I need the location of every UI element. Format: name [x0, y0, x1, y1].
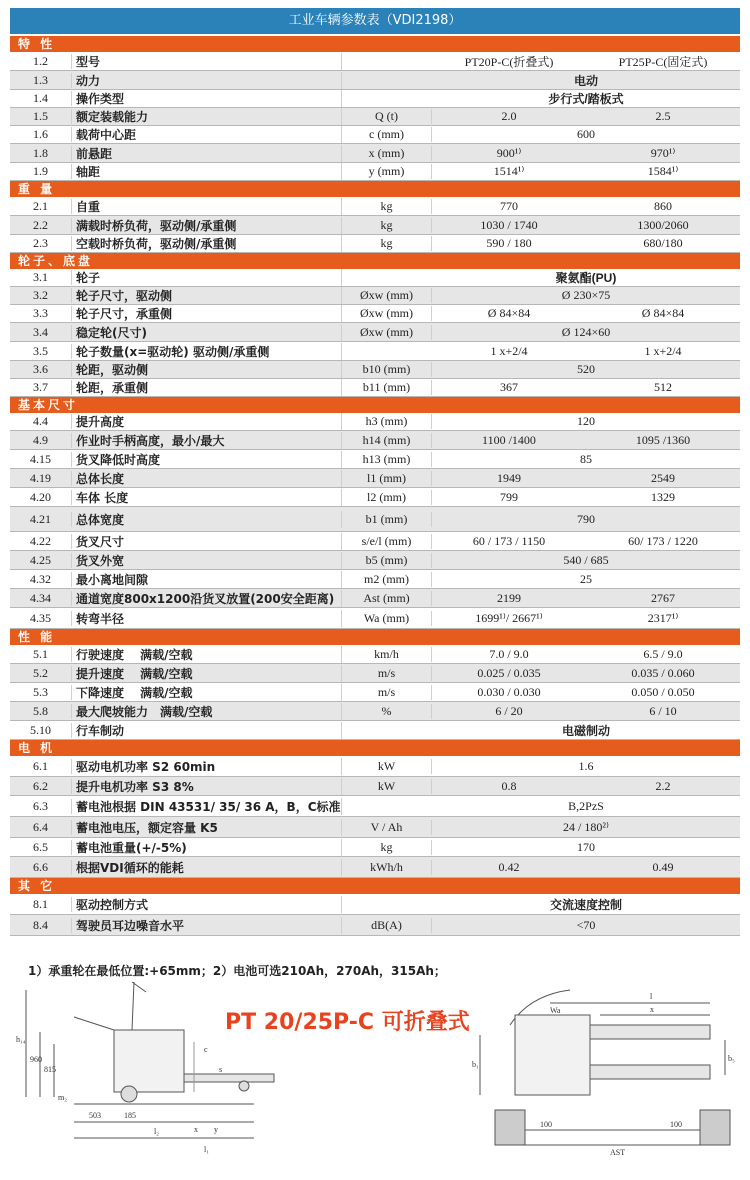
- table-row: [10, 589, 740, 608]
- row-unit: b1 (mm): [342, 512, 432, 527]
- section-header: 其 它: [10, 878, 740, 894]
- row-name: 动力: [72, 72, 342, 89]
- row-value-pt25: 0.050 / 0.050: [631, 684, 695, 699]
- table-row: [10, 469, 740, 488]
- b1-label: b₁: [472, 1060, 479, 1069]
- table-row: [10, 71, 740, 90]
- row-name: 额定装载能力: [72, 108, 342, 125]
- row-name: 轮距，驱动侧: [72, 361, 342, 378]
- row-unit: kW: [342, 759, 432, 774]
- row-value-pt25: 60/ 173 / 1220: [628, 533, 698, 548]
- c-label: c: [204, 1045, 208, 1054]
- table-row: [10, 721, 740, 740]
- row-number: 2.1: [10, 199, 72, 214]
- row-name: 操作类型: [72, 90, 342, 107]
- row-unit: m2 (mm): [342, 572, 432, 587]
- row-value-pt20: 1030 / 1740: [480, 217, 538, 232]
- row-number: 5.2: [10, 666, 72, 681]
- row-number: 4.15: [10, 452, 72, 467]
- table-row: [10, 532, 740, 551]
- row-name: 车体 长度: [72, 489, 342, 506]
- table-row: [10, 777, 740, 796]
- row-value-pt25: 2.2: [655, 778, 671, 793]
- row-value-pt20: Ø 84×84: [487, 306, 531, 320]
- row-name: 提升电机功率 S3 8%: [72, 778, 342, 795]
- section-header: 重 量: [10, 181, 740, 197]
- footnote: 1）承重轮在最低位置:+65mm；2）电池可选210Ah，270Ah，315Ah；: [28, 964, 446, 978]
- row-number: 6.3: [10, 799, 72, 814]
- row-name: 蓄电池重量(+/-5%): [72, 839, 342, 856]
- row-unit: b5 (mm): [342, 553, 432, 568]
- table-title: 工业车辆参数表（VDI2198）: [10, 8, 740, 34]
- row-name: 满载时桥负荷，驱动侧/承重侧: [72, 217, 342, 234]
- section-rows: [10, 894, 740, 936]
- row-name: 轮距，承重侧: [72, 379, 342, 396]
- row-number: 4.9: [10, 433, 72, 448]
- row-value-pt20: PT20P-C(折叠式): [464, 54, 554, 69]
- row-number: 2.3: [10, 236, 72, 251]
- row-number: 6.4: [10, 820, 72, 835]
- row-name: 提升速度 满载/空载: [72, 665, 342, 682]
- row-unit: y (mm): [342, 164, 432, 179]
- row-value: 790: [577, 511, 595, 526]
- spacing-100-left: 100: [540, 1120, 552, 1129]
- row-unit: kWh/h: [342, 860, 432, 875]
- table-row: [10, 144, 740, 163]
- table-row: [10, 664, 740, 683]
- section-rows: [10, 269, 740, 397]
- spec-table: [10, 36, 740, 936]
- table-row: [10, 450, 740, 469]
- row-name: 蓄电池电压，额定容量 K5: [72, 819, 342, 836]
- table-row: [10, 838, 740, 857]
- row-value: 540 / 685: [563, 552, 609, 567]
- row-value: 交流速度控制: [549, 897, 622, 912]
- row-unit: kW: [342, 779, 432, 794]
- row-value-pt20: 7.0 / 9.0: [489, 646, 529, 661]
- row-value-pt25: Ø 84×84: [641, 306, 685, 320]
- row-number: 1.6: [10, 127, 72, 142]
- section-header: 基本尺寸: [10, 397, 740, 413]
- row-number: 1.5: [10, 109, 72, 124]
- row-value-pt25: 0.035 / 0.060: [631, 665, 695, 680]
- row-unit: m/s: [342, 685, 432, 700]
- row-name: 轮子尺寸，驱动侧: [72, 287, 342, 304]
- row-name: 轮子: [72, 269, 342, 286]
- s-label: s: [219, 1065, 223, 1074]
- row-name: 蓄电池根据 DIN 43531/ 35/ 36 A，B，C标准: [72, 798, 342, 815]
- table-row: [10, 342, 740, 361]
- table-row: [10, 216, 740, 235]
- row-unit: kg: [342, 236, 432, 251]
- table-row: [10, 551, 740, 570]
- row-unit: c (mm): [342, 127, 432, 142]
- row-name: 总体长度: [72, 470, 342, 487]
- row-number: 4.32: [10, 572, 72, 587]
- row-unit: h13 (mm): [342, 452, 432, 467]
- row-value-pt20: 0.025 / 0.035: [477, 665, 541, 680]
- row-number: 3.7: [10, 380, 72, 395]
- row-unit: l2 (mm): [342, 490, 432, 505]
- model-brand-title: PT 20/25P-C 可折叠式: [225, 1010, 470, 1035]
- row-number: 3.1: [10, 270, 72, 285]
- row-name: 总体宽度: [72, 511, 342, 528]
- section-header: 电 机: [10, 740, 740, 756]
- table-row: [10, 90, 740, 108]
- table-row: [10, 287, 740, 305]
- row-value-pt25: 1095 /1360: [635, 432, 691, 447]
- table-row: [10, 361, 740, 379]
- table-row: [10, 323, 740, 342]
- row-unit: b11 (mm): [342, 380, 432, 395]
- h14-label: h₁₄: [16, 1035, 26, 1044]
- row-value-pt20: 1 x+2/4: [490, 343, 528, 358]
- table-row: [10, 857, 740, 878]
- table-row: [10, 235, 740, 253]
- row-value-pt25: 2767: [651, 590, 675, 605]
- row-value-pt20: 0.030 / 0.030: [477, 684, 541, 699]
- section-rows: [10, 413, 740, 629]
- row-value: 85: [580, 451, 592, 466]
- row-number: 6.5: [10, 840, 72, 855]
- b5-label: b₅: [728, 1054, 735, 1063]
- l2-label: l₂: [154, 1127, 160, 1136]
- side-view-drawing: [14, 982, 284, 1160]
- table-row: [10, 269, 740, 287]
- table-row: [10, 645, 740, 664]
- row-value: 25: [580, 571, 592, 586]
- table-row: [10, 796, 740, 817]
- row-name: 前悬距: [72, 145, 342, 162]
- table-row: [10, 108, 740, 126]
- row-value-pt25: 6 / 10: [649, 703, 677, 718]
- row-unit: km/h: [342, 647, 432, 662]
- section-rows: [10, 197, 740, 253]
- row-value-pt20: 1514¹⁾: [493, 164, 525, 178]
- row-number: 3.4: [10, 325, 72, 340]
- row-value-pt20: 900¹⁾: [496, 145, 522, 160]
- row-number: 1.3: [10, 73, 72, 88]
- row-value-pt20: 1699¹⁾/ 2667¹⁾: [475, 610, 543, 625]
- row-unit: s/e/l (mm): [342, 534, 432, 549]
- row-unit: h14 (mm): [342, 433, 432, 448]
- row-value: 520: [577, 362, 595, 376]
- ast-label: AST: [610, 1148, 626, 1157]
- table-row: [10, 379, 740, 397]
- row-value-pt25: 1 x+2/4: [644, 343, 682, 358]
- row-value-pt25: 0.49: [652, 859, 674, 874]
- row-value: 1.6: [578, 758, 594, 773]
- row-value-pt20: 1949: [497, 470, 521, 485]
- row-unit: b10 (mm): [342, 362, 432, 377]
- row-number: 1.9: [10, 164, 72, 179]
- row-value-pt25: 860: [654, 198, 672, 213]
- row-value-pt20: 770: [500, 198, 518, 213]
- row-name: 轮子尺寸，承重侧: [72, 305, 342, 322]
- row-number: 5.10: [10, 723, 72, 738]
- row-number: 1.2: [10, 54, 72, 69]
- row-value-pt25: 970¹⁾: [650, 145, 676, 160]
- row-value-pt25: PT25P-C(固定式): [618, 54, 708, 69]
- row-name: 货叉外宽: [72, 552, 342, 569]
- row-number: 4.34: [10, 591, 72, 606]
- row-number: 5.1: [10, 647, 72, 662]
- row-unit: Ast (mm): [342, 591, 432, 606]
- row-number: 3.5: [10, 344, 72, 359]
- row-unit: l1 (mm): [342, 471, 432, 486]
- row-value: 步行式/踏板式: [548, 92, 624, 106]
- row-number: 4.4: [10, 414, 72, 429]
- row-number: 4.19: [10, 471, 72, 486]
- row-value-pt20: 799: [500, 489, 518, 504]
- table-row: [10, 570, 740, 589]
- row-value-pt25: 1584¹⁾: [647, 164, 679, 178]
- row-value: Ø 124×60: [561, 324, 611, 339]
- row-value: <70: [576, 917, 596, 932]
- row-unit: V / Ah: [342, 820, 432, 835]
- row-name: 转弯半径: [72, 610, 342, 627]
- row-name: 稳定轮(尺寸): [72, 324, 342, 341]
- row-value-pt25: 2317¹⁾: [647, 610, 679, 625]
- row-unit: Wa (mm): [342, 611, 432, 626]
- row-unit: kg: [342, 199, 432, 214]
- row-name: 行驶速度 满载/空载: [72, 646, 342, 663]
- row-unit: dB(A): [342, 918, 432, 933]
- d1-label: 503: [89, 1111, 101, 1120]
- row-name: 自重: [72, 198, 342, 215]
- row-unit: Øxw (mm): [342, 306, 432, 321]
- row-number: 6.2: [10, 779, 72, 794]
- row-value: 170: [577, 839, 595, 854]
- section-header: 特 性: [10, 36, 740, 52]
- table-row: [10, 507, 740, 532]
- table-row: [10, 305, 740, 323]
- table-row: [10, 608, 740, 629]
- row-unit: x (mm): [342, 146, 432, 161]
- spacing-100-right: 100: [670, 1120, 682, 1129]
- row-name: 驾驶员耳边噪音水平: [72, 917, 342, 934]
- row-value: B,2PzS: [568, 798, 604, 813]
- row-value-pt25: 1300/2060: [637, 217, 689, 232]
- table-row: [10, 431, 740, 450]
- row-name: 下降速度 满载/空载: [72, 684, 342, 701]
- h2-label: 815: [44, 1065, 56, 1074]
- row-value-pt25: 512: [654, 380, 672, 394]
- row-value-pt20: 367: [500, 380, 518, 394]
- row-unit: h3 (mm): [342, 414, 432, 429]
- table-row: [10, 197, 740, 216]
- row-unit: Q (t): [342, 109, 432, 124]
- row-value-pt20: 590 / 180: [486, 236, 532, 250]
- row-number: 4.35: [10, 611, 72, 626]
- wa-label: Wa: [550, 1006, 561, 1015]
- table-row: [10, 488, 740, 507]
- x-label: x: [194, 1125, 198, 1134]
- h1-label: 960: [30, 1055, 42, 1064]
- row-value: Ø 230×75: [561, 288, 611, 302]
- m2-label: m₂: [58, 1093, 68, 1102]
- row-number: 3.3: [10, 306, 72, 321]
- row-value-pt25: 2.5: [655, 109, 671, 123]
- row-number: 4.20: [10, 490, 72, 505]
- row-value: 24 / 180²⁾: [563, 819, 609, 834]
- row-value-pt25: 680/180: [643, 236, 683, 250]
- row-unit: kg: [342, 218, 432, 233]
- row-value-pt25: 2549: [651, 470, 675, 485]
- row-value-pt20: 1100 /1400: [482, 432, 536, 447]
- l-label: l: [650, 992, 653, 1001]
- row-number: 4.25: [10, 553, 72, 568]
- table-row: [10, 894, 740, 915]
- top-x-label: x: [650, 1005, 654, 1014]
- row-name: 提升高度: [72, 413, 342, 430]
- section-header: 轮子、底盘: [10, 253, 740, 269]
- table-row: [10, 52, 740, 71]
- table-row: [10, 702, 740, 721]
- row-name: 根据VDI循环的能耗: [72, 859, 342, 876]
- section-header: 性 能: [10, 629, 740, 645]
- row-name: 型号: [72, 53, 342, 70]
- row-value: 聚氨酯(PU): [555, 271, 617, 285]
- row-unit: %: [342, 704, 432, 719]
- row-number: 5.3: [10, 685, 72, 700]
- row-name: 行车制动: [72, 722, 342, 739]
- row-number: 8.1: [10, 897, 72, 912]
- top-view-drawing: [470, 985, 740, 1160]
- row-number: 6.6: [10, 860, 72, 875]
- row-value: 120: [577, 414, 595, 428]
- row-name: 轮子数量(x=驱动轮) 驱动侧/承重侧: [72, 343, 342, 360]
- row-name: 货叉降低时高度: [72, 451, 342, 468]
- row-value-pt20: 60 / 173 / 1150: [472, 533, 546, 548]
- section-rows: [10, 52, 740, 181]
- section-rows: [10, 645, 740, 740]
- row-value-pt25: 1329: [651, 489, 675, 504]
- row-number: 5.8: [10, 704, 72, 719]
- row-number: 6.1: [10, 759, 72, 774]
- row-name: 空载时桥负荷，驱动侧/承重侧: [72, 235, 342, 252]
- row-value-pt20: 0.8: [501, 778, 517, 793]
- row-value: 600: [577, 127, 595, 141]
- row-number: 3.6: [10, 362, 72, 377]
- row-name: 货叉尺寸: [72, 533, 342, 550]
- table-row: [10, 915, 740, 936]
- row-value-pt20: 0.42: [498, 859, 520, 874]
- row-value-pt20: 2199: [497, 590, 521, 605]
- row-number: 2.2: [10, 218, 72, 233]
- row-number: 4.22: [10, 534, 72, 549]
- d2-label: 185: [124, 1111, 136, 1120]
- row-name: 轴距: [72, 163, 342, 180]
- table-row: [10, 126, 740, 144]
- row-unit: Øxw (mm): [342, 325, 432, 340]
- row-unit: Øxw (mm): [342, 288, 432, 303]
- table-row: [10, 683, 740, 702]
- row-number: 8.4: [10, 918, 72, 933]
- row-name: 最小离地间隙: [72, 571, 342, 588]
- row-unit: m/s: [342, 666, 432, 681]
- row-name: 最大爬坡能力 满载/空载: [72, 703, 342, 720]
- row-number: 4.21: [10, 512, 72, 527]
- l1-label: l₁: [204, 1145, 210, 1154]
- row-name: 驱动电机功率 S2 60min: [72, 758, 342, 775]
- row-value: 电动: [573, 73, 598, 88]
- row-number: 1.4: [10, 91, 72, 106]
- row-number: 1.8: [10, 146, 72, 161]
- y-label: y: [214, 1125, 218, 1134]
- table-row: [10, 817, 740, 838]
- row-value-pt25: 6.5 / 9.0: [643, 646, 683, 661]
- row-name: 驱动控制方式: [72, 896, 342, 913]
- row-unit: kg: [342, 840, 432, 855]
- row-value: 电磁制动: [561, 723, 610, 738]
- row-number: 3.2: [10, 288, 72, 303]
- row-value-pt20: 6 / 20: [495, 703, 523, 718]
- row-name: 作业时手柄高度，最小/最大: [72, 432, 342, 449]
- table-row: [10, 163, 740, 181]
- table-row: [10, 413, 740, 431]
- table-row: [10, 756, 740, 777]
- row-name: 通道宽度800x1200沿货叉放置(200安全距离): [72, 590, 342, 607]
- row-value-pt20: 2.0: [501, 109, 517, 123]
- row-name: 载荷中心距: [72, 126, 342, 143]
- section-rows: [10, 756, 740, 878]
